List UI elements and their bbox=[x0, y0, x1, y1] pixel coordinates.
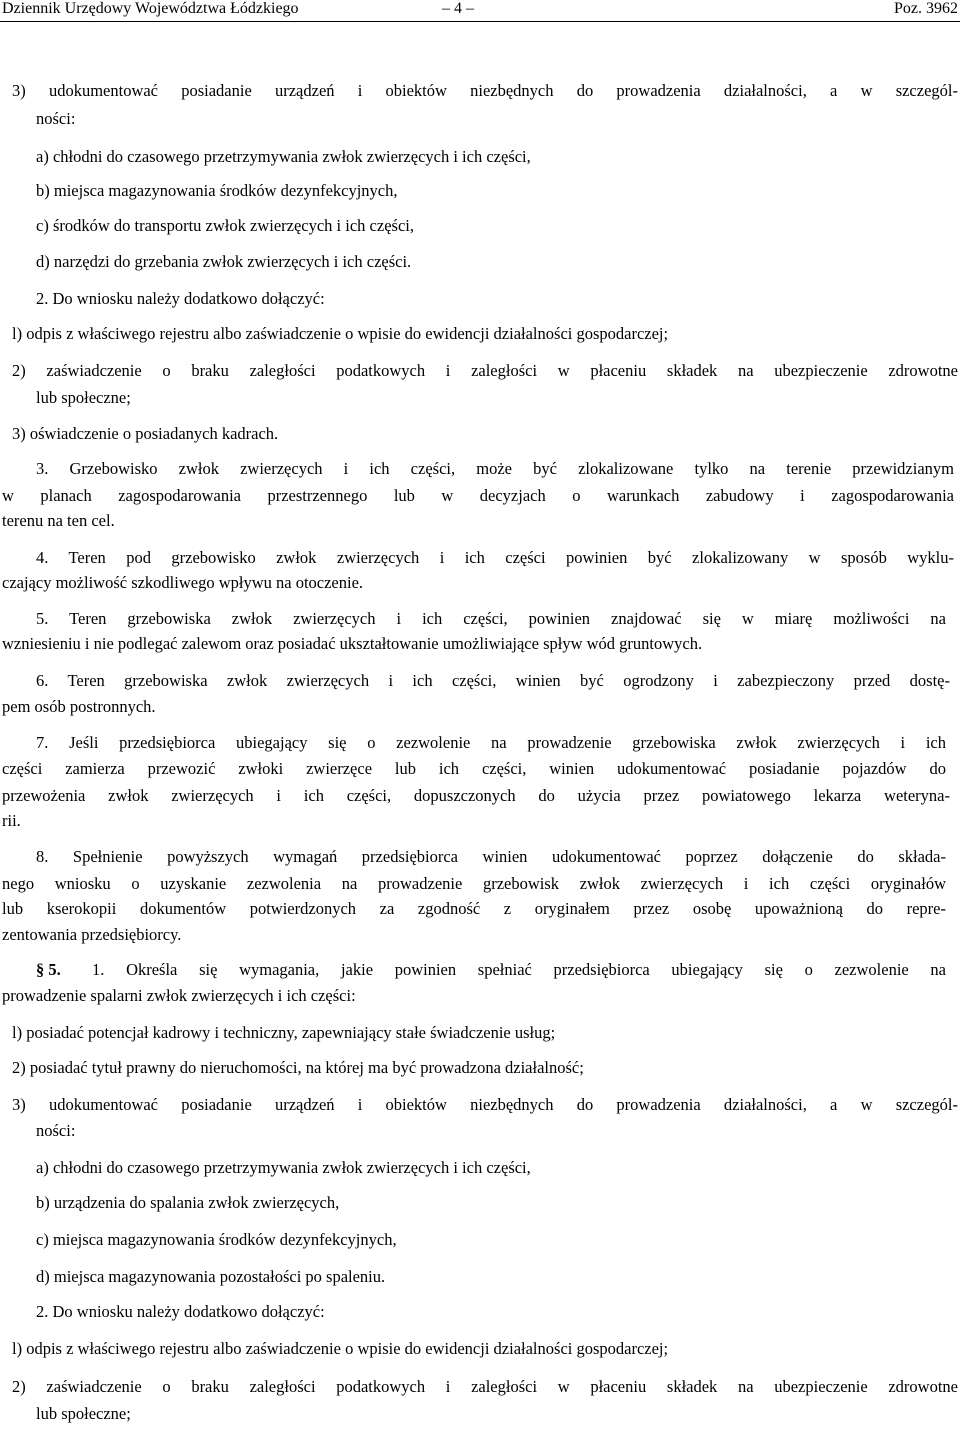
page-number: – 4 – bbox=[442, 0, 474, 17]
text-line: 4. Teren pod grzebowisko zwłok zwierzęcych i ich części powinien być zlokalizowany w sposób wyklu- bbox=[36, 548, 954, 567]
text-line: wzniesieniu i nie podlegać zalewom oraz posiadać ukształtowanie umożliwiające spływ wód gruntowych. bbox=[2, 634, 703, 653]
text-line: 2) zaświadczenie o braku zaległości podatkowych i zaległości w płaceniu składek na ubezpieczenie zdrowotne bbox=[12, 361, 958, 380]
journal-title: Dziennik Urzędowy Województwa Łódzkiego bbox=[2, 0, 299, 17]
text-line: 6. Teren grzebowiska zwłok zwierzęcych i ich części, winien być ogrodzony i zabezpieczony przed dostę- bbox=[36, 671, 950, 690]
text-line: 3) udokumentować posiadanie urządzeń i obiektów niezbędnych do prowadzenia działalności, a w szczegól- bbox=[12, 81, 958, 100]
section-marker: § 5. bbox=[36, 960, 61, 979]
text-line: 8. Spełnienie powyższych wymagań przedsiębiorca winien udokumentować poprzez dołączenie do składa- bbox=[36, 847, 946, 866]
text-line: a) chłodni do czasowego przetrzymywania zwłok zwierzęcych i ich części, bbox=[36, 1158, 531, 1177]
text-line: lub kserokopii dokumentów potwierdzonych za zgodność z oryginałem przez osobę upoważnioną do repre- bbox=[2, 899, 946, 918]
position-number: Poz. 3962 bbox=[894, 0, 958, 17]
text-line: l) odpis z właściwego rejestru albo zaświadczenie o wpisie do ewidencji działalności gospodarczej; bbox=[12, 1339, 669, 1358]
text-line: b) urządzenia do spalania zwłok zwierzęcych, bbox=[36, 1193, 340, 1212]
text-line: pem osób postronnych. bbox=[2, 697, 156, 716]
text-line: nego wniosku o uzyskanie zezwolenia na prowadzenie grzebowisk zwłok zwierzęcych i ich części oryginałów bbox=[2, 874, 946, 893]
text-line: 5. Teren grzebowiska zwłok zwierzęcych i ich części, powinien znajdować się w miarę możliwości na bbox=[36, 609, 946, 628]
page-header bbox=[0, 0, 960, 22]
text-line: terenu na ten cel. bbox=[2, 511, 115, 530]
text-line: 1. Określa się wymagania, jakie powinien spełniać przedsiębiorca ubiegający się o zezwolenie na bbox=[92, 960, 946, 979]
text-line: czający możliwość szkodliwego wpływu na otoczenie. bbox=[2, 573, 364, 592]
text-line: c) miejsca magazynowania środków dezynfekcyjnych, bbox=[36, 1230, 397, 1249]
text-line: ności: bbox=[36, 1121, 76, 1140]
text-line: 3. Grzebowisko zwłok zwierzęcych i ich części, może być zlokalizowane tylko na terenie przewidzianym bbox=[36, 459, 954, 478]
text-line: 7. Jeśli przedsiębiorca ubiegający się o zezwolenie na prowadzenie grzebowiska zwłok zwierzęcych i ich bbox=[36, 733, 946, 752]
text-line: lub społeczne; bbox=[36, 1404, 131, 1423]
text-line: prowadzenie spalarni zwłok zwierzęcych i ich części: bbox=[2, 986, 356, 1005]
text-line: 2. Do wniosku należy dodatkowo dołączyć: bbox=[36, 289, 325, 308]
text-line: części zamierza przewozić zwłoki zwierzęce lub ich części, winien udokumentować posiadanie pojazdów do bbox=[2, 759, 946, 778]
text-line: ności: bbox=[36, 109, 76, 128]
text-line: zentowania przedsiębiorcy. bbox=[2, 925, 182, 944]
text-line: d) narzędzi do grzebania zwłok zwierzęcych i ich części. bbox=[36, 252, 412, 271]
text-line: przewożenia zwłok zwierzęcych i ich części, dopuszczonych do użycia przez powiatowego lekarza weteryna- bbox=[2, 786, 950, 805]
text-line: 2. Do wniosku należy dodatkowo dołączyć: bbox=[36, 1302, 325, 1321]
text-line: 2) zaświadczenie o braku zaległości podatkowych i zaległości w płaceniu składek na ubezpieczenie zdrowotne bbox=[12, 1377, 958, 1396]
text-line: w planach zagospodarowania przestrzennego lub w decyzjach o warunkach zabudowy i zagospodarowania bbox=[2, 486, 954, 505]
text-line: l) posiadać potencjał kadrowy i techniczny, zapewniający stałe świadczenie usług; bbox=[12, 1023, 556, 1042]
text-line: 2) posiadać tytuł prawny do nieruchomości, na której ma być prowadzona działalność; bbox=[12, 1058, 584, 1077]
text-line: a) chłodni do czasowego przetrzymywania zwłok zwierzęcych i ich części, bbox=[36, 147, 531, 166]
text-line: lub społeczne; bbox=[36, 388, 131, 407]
text-line: c) środków do transportu zwłok zwierzęcych i ich części, bbox=[36, 216, 414, 235]
text-line: b) miejsca magazynowania środków dezynfekcyjnych, bbox=[36, 181, 398, 200]
text-line: d) miejsca magazynowania pozostałości po spaleniu. bbox=[36, 1267, 386, 1286]
text-line: 3) udokumentować posiadanie urządzeń i obiektów niezbędnych do prowadzenia działalności, a w szczegól- bbox=[12, 1095, 958, 1114]
text-line: l) odpis z właściwego rejestru albo zaświadczenie o wpisie do ewidencji działalności gospodarczej; bbox=[12, 324, 669, 343]
text-line: 3) oświadczenie o posiadanych kadrach. bbox=[12, 424, 279, 443]
text-line: rii. bbox=[2, 811, 21, 830]
